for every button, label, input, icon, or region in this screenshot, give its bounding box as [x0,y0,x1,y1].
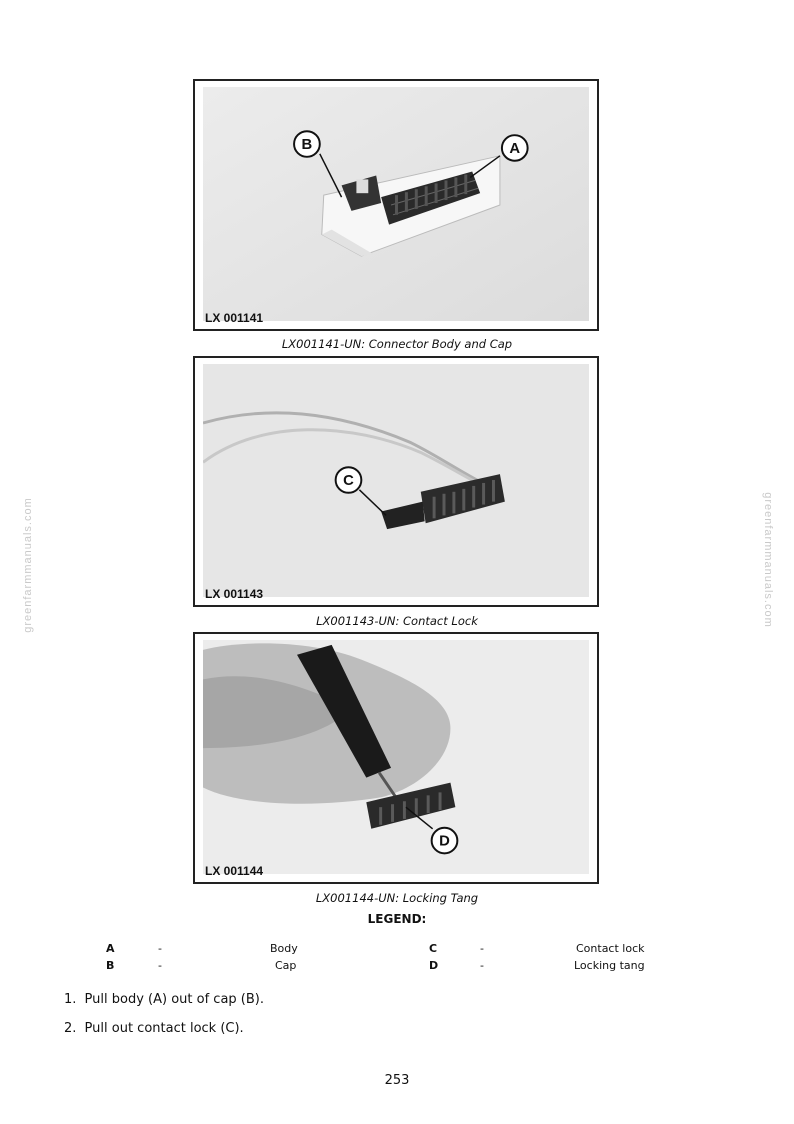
legend-text: Locking tang [574,959,645,972]
legend-key: B [106,959,115,972]
figure-id-label: LX 001144 [205,864,264,878]
step-text: Pull out contact lock (C). [84,1021,244,1036]
photo-locking-tang [203,640,589,874]
figure-caption: LX001141-UN: Connector Body and Cap [281,337,513,351]
legend-sep: - [158,942,162,955]
figure-id-label: LX 001143 [205,587,264,601]
photo-connector-body-cap [203,87,589,321]
legend-key: C [429,942,438,955]
watermark-left: greenfarmmanuals.com [22,497,34,633]
legend-sep: - [480,959,484,972]
step-text: Pull body (A) out of cap (B). [84,992,264,1007]
legend-sep: - [158,959,162,972]
legend-key: D [429,959,439,972]
legend-text: Contact lock [576,942,645,955]
legend-title: LEGEND: [367,912,427,926]
photo-contact-lock [203,364,589,597]
svg-text:C: C [343,472,354,489]
step-item [64,992,264,1007]
legend-text: Cap [275,959,297,972]
svg-text:A: A [509,140,521,157]
legend-key: A [106,942,115,955]
page-number: 253 [384,1073,410,1088]
watermark-right: greenfarmmanuals.com [762,492,774,628]
svg-text:D: D [439,833,450,850]
figure-locking-tang [193,632,599,884]
figure-caption: LX001144-UN: Locking Tang [315,891,479,905]
step-item [64,1021,244,1036]
svg-text:B: B [301,136,313,153]
figure-caption: LX001143-UN: Contact Lock [316,614,478,628]
figure-contact-lock [193,356,599,607]
legend-text: Body [270,942,298,955]
step-number: 1. [64,992,77,1007]
figure-id-label: LX 001141 [205,311,264,325]
figure-connector-body-cap [193,79,599,331]
step-number: 2. [64,1021,77,1036]
legend-sep: - [480,942,484,955]
